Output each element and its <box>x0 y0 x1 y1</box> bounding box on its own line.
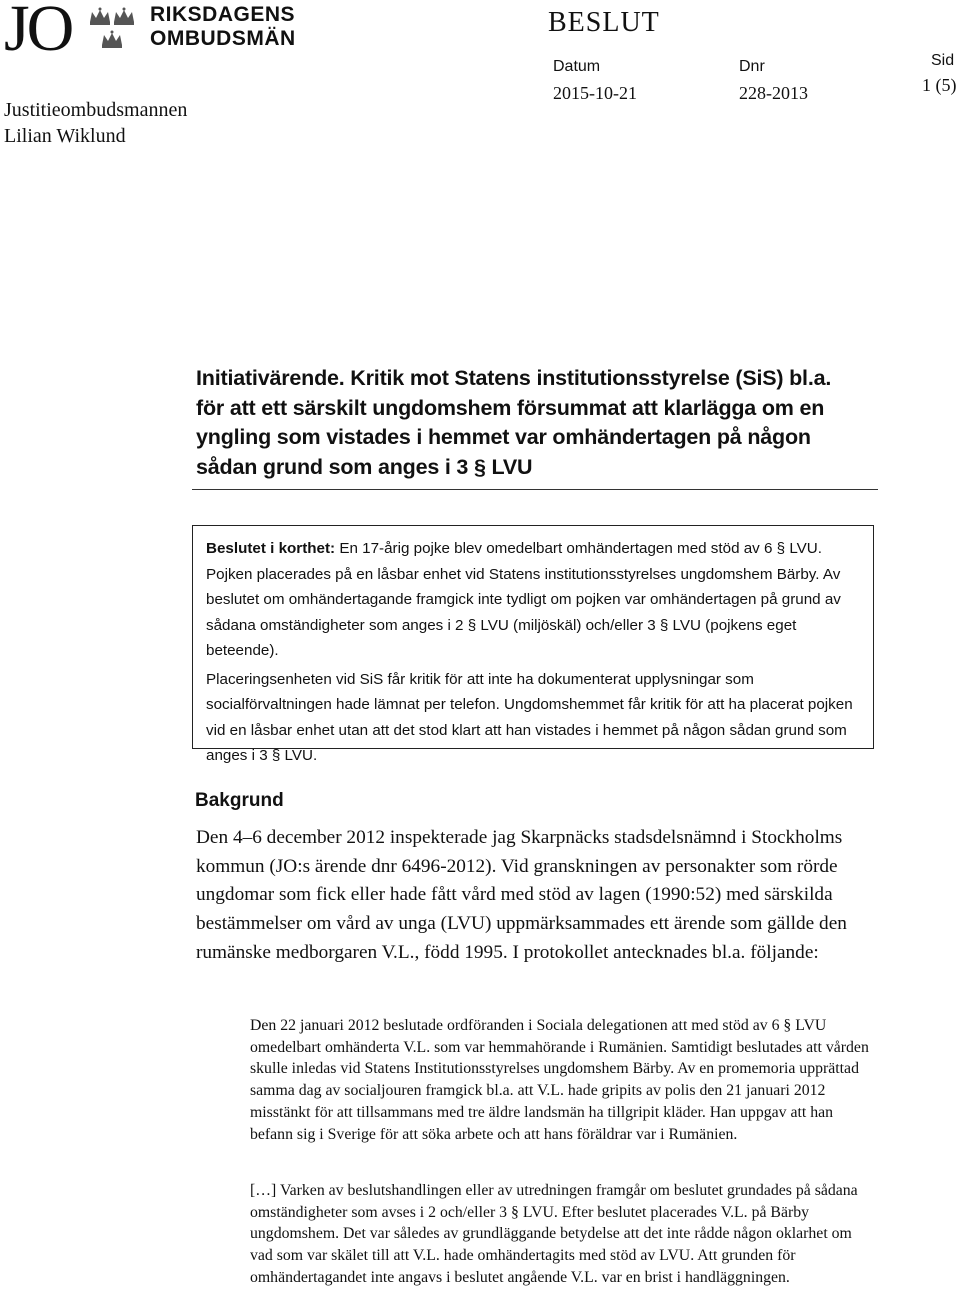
section-heading: Bakgrund <box>195 790 284 811</box>
three-crowns-icon <box>86 4 138 50</box>
summary-lead-label: Beslutet i korthet: <box>206 540 336 557</box>
page-label: Sid <box>931 52 955 69</box>
dnr-value: 228-2013 <box>739 83 808 103</box>
decision-heading: Initiativärende. Kritik mot Statens institutionsstyrelse (SiS) bl.a. för att ett särskilt ungdomshem försummat att klarlägga om en yngling som vistades i hemmet var omhändertagen på någon sådan grund som anges i 3 § LVU <box>196 366 832 479</box>
dnr-label: Dnr <box>739 58 765 75</box>
summary-text-1: En 17-årig pojke blev omedelbart omhändertagen med stöd av 6 § LVU. Pojken placerades på en låsbar enhet vid Statens institutionsstyrelses ungdomshem Bärby. Av beslutet om omhändertagande framgick inte tydligt om pojken var omhändertagen på grund av sådana omständigheter som anges i 2 § LVU (miljöskäl) och/eller 3 § LVU (pojkens eget beteende). <box>206 540 841 659</box>
heading-rule <box>192 489 878 490</box>
jo-logo <box>2 0 312 65</box>
summary-paragraph-2: Placeringsenheten vid SiS får kritik för att inte ha dokumenterat upplysningar som socialförvaltningen hade lämnat per telefon. Ungdomshemmet får kritik för att ha placerat pojken vid en låsbar enhet utan att det stod klart att han vistades i hemmet på någon sådan grund som anges i 3 § LVU. <box>206 670 853 764</box>
date-label: Datum <box>553 58 601 75</box>
summary-paragraph-1 <box>206 536 861 664</box>
summary-box <box>192 525 874 764</box>
date-value: 2015-10-21 <box>553 83 637 103</box>
page-value: 1 (5) <box>922 75 957 95</box>
document-type: BESLUT <box>548 7 660 38</box>
logo-line-1: RIKSDAGENS <box>150 3 296 26</box>
logo-line-2: OMBUDSMÄN <box>150 27 296 50</box>
quote-paragraph-2: […] Varken av beslutshandlingen eller av utredningen framgår om beslutet grundades på sådana omständigheter som avses i 2 och/eller 3 § LVU. Efter beslutet placerades V.L. på Bärby ungdomshem. Det var således av grundläggande betydelse att det inte rådde någon oklarhet om vad som var skälet till att V.L. hade omhändertagits med stöd av LVU. Att grunden för omhändertagandet inte angavs i beslutet angående V.L. var en brist i handläggningen. <box>250 1182 858 1286</box>
logo-initials: JO <box>4 0 72 65</box>
sender-name: Lilian Wiklund <box>4 125 126 147</box>
quote-paragraph-1: Den 22 januari 2012 beslutade ordföranden i Sociala delegationen att med stöd av 6 § LVU omedelbart omhänderta V.L. som var hemmahörande i Rumänien. Samtidigt beslutades att vården skulle inledas vid Statens Institutionsstyrelses ungdomshem Bärby. Av en promemoria upprättad samma dag av socialjouren framgick bl.a. att V.L. hade gripits av polis den 21 januari 2012 misstänkt för att tillsammans med tre äldre landsmän ha tillgripit kläder. Han uppgav att han befann sig i Sverige för att söka arbete och att hans föräldrar var i Rumänien. <box>250 1017 869 1143</box>
body-paragraph: Den 4–6 december 2012 inspekterade jag Skarpnäcks stadsdelsnämnd i Stockholms kommun (JO:s ärende dnr 6496-2012). Vid granskningen av personakter som rörde ungdomar som fick eller hade fått vård med stöd av lagen (1990:52) med särskilda bestämmelser om vård av unga (LVU) uppmärksammades ett ärende som gällde den rumänske medborgaren V.L., född 1995. I protokollet antecknades bl.a. följande: <box>196 827 847 963</box>
sender-title: Justitieombudsmannen <box>4 99 188 121</box>
